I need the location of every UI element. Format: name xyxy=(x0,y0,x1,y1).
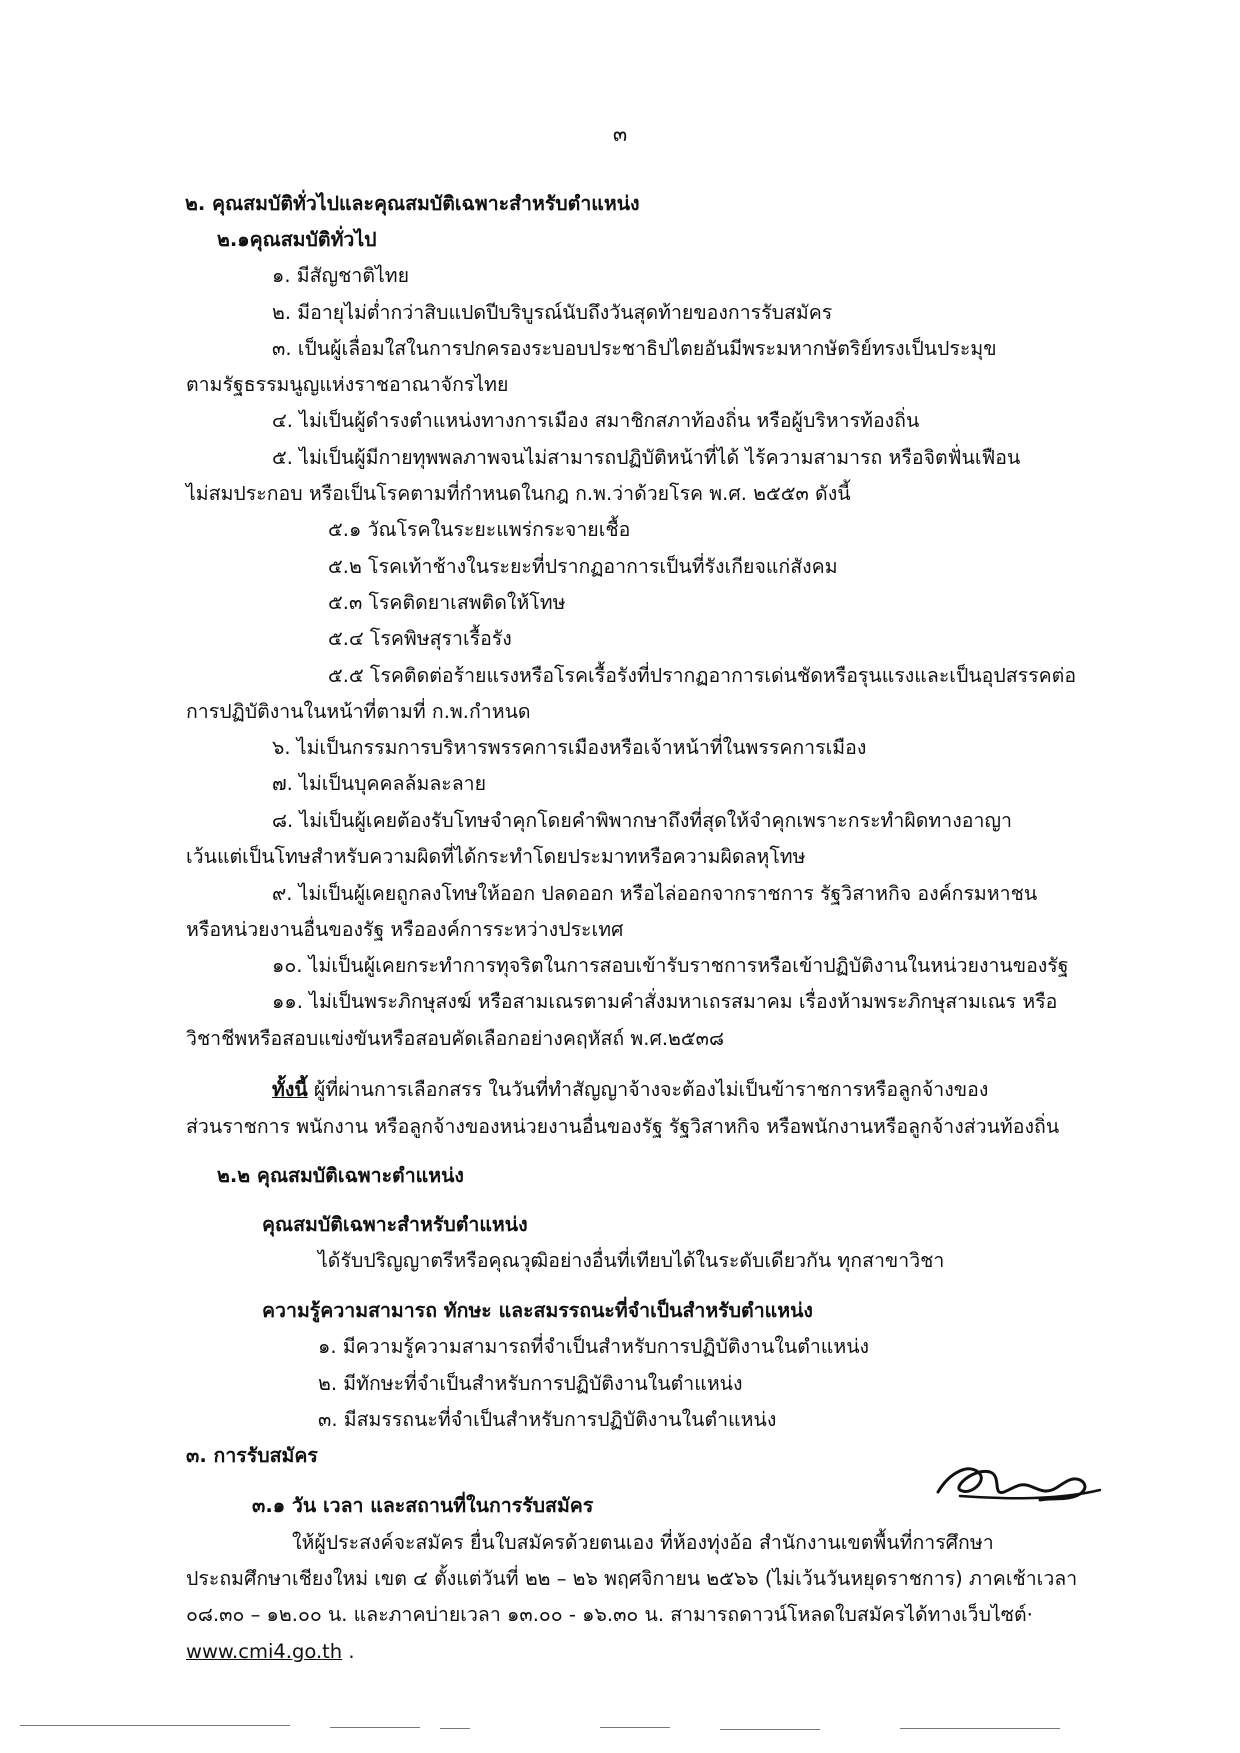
note-line-2: ส่วนราชการ พนักงาน หรือลูกจ้างของหน่วยงานอื่นของรัฐ รัฐวิสาหกิจ หรือพนักงานหรือลูกจ้างส่วนท้องถิ่น xyxy=(186,1115,1060,1138)
specific-subheading: คุณสมบัติเฉพาะสำหรับตำแหน่ง xyxy=(262,1213,528,1236)
note-line-1-text: ผู้ที่ผ่านการเลือกสรร ในวันที่ทำสัญญาจ้างจะต้องไม่เป็นข้าราชการหรือลูกจ้างของ xyxy=(313,1078,989,1101)
general-item-8-line-2: เว้นแต่เป็นโทษสำหรับความผิดที่ได้กระทำโดยประมาทหรือความผิดลหุโทษ xyxy=(186,845,806,868)
general-item-9-line-1: ๙. ไม่เป็นผู้เคยถูกลงโทษให้ออก ปลดออก หรือไล่ออกจากราชการ รัฐวิสาหกิจ องค์กรมหาชน xyxy=(272,882,1038,905)
general-item-8-line-1: ๘. ไม่เป็นผู้เคยต้องรับโทษจำคุกโดยคำพิพากษาถึงที่สุดให้จำคุกเพราะกระทำผิดทางอาญา xyxy=(272,809,1012,832)
general-item-5-line-2: ไม่สมประกอบ หรือเป็นโรคตามที่กำหนดในกฎ ก.พ.ว่าด้วยโรค พ.ศ. ๒๕๕๓ ดังนี้ xyxy=(186,482,851,505)
general-item-3-line-2: ตามรัฐธรรมนูญแห่งราชอาณาจักรไทย xyxy=(186,373,509,396)
note-line-1 xyxy=(272,1076,988,1104)
signature xyxy=(930,1452,1110,1512)
general-item-9-line-2: หรือหน่วยงานอื่นของรัฐ หรือองค์การระหว่างประเทศ xyxy=(186,918,624,941)
section-2-heading: ๒. คุณสมบัติทั่วไปและคุณสมบัติเฉพาะสำหรับตำแหน่ง xyxy=(185,192,640,215)
scan-line xyxy=(20,1725,290,1726)
knowledge-item-3: ๓. มีสมรรถนะที่จำเป็นสำหรับการปฏิบัติงานในตำแหน่ง xyxy=(318,1408,777,1431)
note-lead: ทั้งนี้ xyxy=(272,1078,308,1101)
general-item-6: ๖. ไม่เป็นกรรมการบริหารพรรคการเมืองหรือเจ้าหน้าที่ในพรรคการเมือง xyxy=(272,736,867,759)
specific-qualifications-heading: ๒.๒ คุณสมบัติเฉพาะตำแหน่ง xyxy=(217,1164,464,1187)
knowledge-subheading: ความรู้ความสามารถ ทักษะ และสมรรถนะที่จำเป็นสำหรับตำแหน่ง xyxy=(262,1299,813,1322)
disease-item-5-5-line-1: ๕.๕ โรคติดต่อร้ายแรงหรือโรคเรื้อรังที่ปรากฏอาการเด่นชัดหรือรุนแรงและเป็นอุปสรรคต่อ xyxy=(328,664,1077,687)
general-item-2: ๒. มีอายุไม่ต่ำกว่าสิบแปดปีบริบูรณ์นับถึงวันสุดท้ายของการรับสมัคร xyxy=(272,301,833,324)
scan-line xyxy=(600,1727,670,1728)
general-item-7: ๗. ไม่เป็นบุคคลล้มละลาย xyxy=(272,772,487,795)
scan-line xyxy=(330,1727,420,1728)
scan-line xyxy=(900,1728,1060,1729)
disease-item-5-2: ๕.๒ โรคเท้าช้างในระยะที่ปรากฏอาการเป็นที่รังเกียจแก่สังคม xyxy=(328,555,838,578)
section-3-heading: ๓. การรับสมัคร xyxy=(186,1444,318,1467)
disease-item-5-3: ๕.๓ โรคติดยาเสพติดให้โทษ xyxy=(328,591,566,614)
general-item-4: ๔. ไม่เป็นผู้ดำรงตำแหน่งทางการเมือง สมาชิกสภาท้องถิ่น หรือผู้บริหารท้องถิ่น xyxy=(272,409,920,432)
scan-line xyxy=(440,1728,470,1729)
general-item-3-line-1: ๓. เป็นผู้เลื่อมใสในการปกครองระบอบประชาธิปไตยอันมีพระมหากษัตริย์ทรงเป็นประมุข xyxy=(272,337,997,360)
disease-item-5-1: ๕.๑ วัณโรคในระยะแพร่กระจายเชื้อ xyxy=(328,518,631,541)
general-qualifications-heading: ๒.๑คุณสมบัติทั่วไป xyxy=(217,228,377,251)
general-item-10: ๑๐. ไม่เป็นผู้เคยกระทำการทุจริตในการสอบเข้ารับราชการหรือเข้าปฏิบัติงานในหน่วยงานของรัฐ xyxy=(272,954,1069,977)
website-link-tail: . xyxy=(342,1640,355,1663)
website-link[interactable]: www.cmi4.go.th xyxy=(186,1640,343,1663)
page-number: ๓ xyxy=(612,122,628,146)
disease-item-5-4: ๕.๔ โรคพิษสุราเรื้อรัง xyxy=(328,627,512,650)
knowledge-item-2: ๒. มีทักษะที่จำเป็นสำหรับการปฏิบัติงานในตำแหน่ง xyxy=(318,1372,743,1395)
application-paragraph-line-3: ๐๘.๓๐ – ๑๒.๐๐ น. และภาคบ่ายเวลา ๑๓.๐๐ - ๑๖.๓๐ น. สามารถดาวน์โหลดใบสมัครได้ทางเว็บไซต์· xyxy=(186,1603,1033,1626)
application-paragraph-line-1: ให้ผู้ประสงค์จะสมัคร ยื่นใบสมัครด้วยตนเอง ที่ห้องทุ่งอ้อ สำนักงานเขตพื้นที่การศึกษา xyxy=(292,1531,994,1554)
general-item-1: ๑. มีสัญชาติไทย xyxy=(272,264,410,287)
scan-line xyxy=(720,1729,820,1730)
application-paragraph-line-2: ประถมศึกษาเชียงใหม่ เขต ๔ ตั้งแต่วันที่ ๒๒ – ๒๖ พฤศจิกายน ๒๕๖๖ (ไม่เว้นวันหยุดราชการ) ภาคเช้าเวลา xyxy=(186,1567,1078,1590)
knowledge-item-1: ๑. มีความรู้ความสามารถที่จำเป็นสำหรับการปฏิบัติงานในตำแหน่ง xyxy=(318,1335,870,1358)
general-item-11-line-1: ๑๑. ไม่เป็นพระภิกษุสงฆ์ หรือสามเณรตามคำสั่งมหาเถรสมาคม เรื่องห้ามพระภิกษุสามเณร หรือ xyxy=(272,990,1058,1013)
general-item-5-line-1: ๕. ไม่เป็นผู้มีกายทุพพลภาพจนไม่สามารถปฏิบัติหน้าที่ได้ ไร้ความสามารถ หรือจิตฟั่นเฟือน xyxy=(272,446,1021,469)
section-3-1-heading: ๓.๑ วัน เวลา และสถานที่ในการรับสมัคร xyxy=(252,1494,594,1517)
disease-item-5-5-line-2: การปฏิบัติงานในหน้าที่ตามที่ ก.พ.กำหนด xyxy=(186,700,531,723)
application-paragraph-line-4 xyxy=(186,1638,355,1666)
specific-degree-text: ได้รับปริญญาตรีหรือคุณวุฒิอย่างอื่นที่เทียบได้ในระดับเดียวกัน ทุกสาขาวิชา xyxy=(318,1249,945,1272)
general-item-11-line-2: วิชาชีพหรือสอบแข่งขันหรือสอบคัดเลือกอย่างคฤหัสถ์ พ.ศ.๒๕๓๘ xyxy=(186,1027,725,1050)
